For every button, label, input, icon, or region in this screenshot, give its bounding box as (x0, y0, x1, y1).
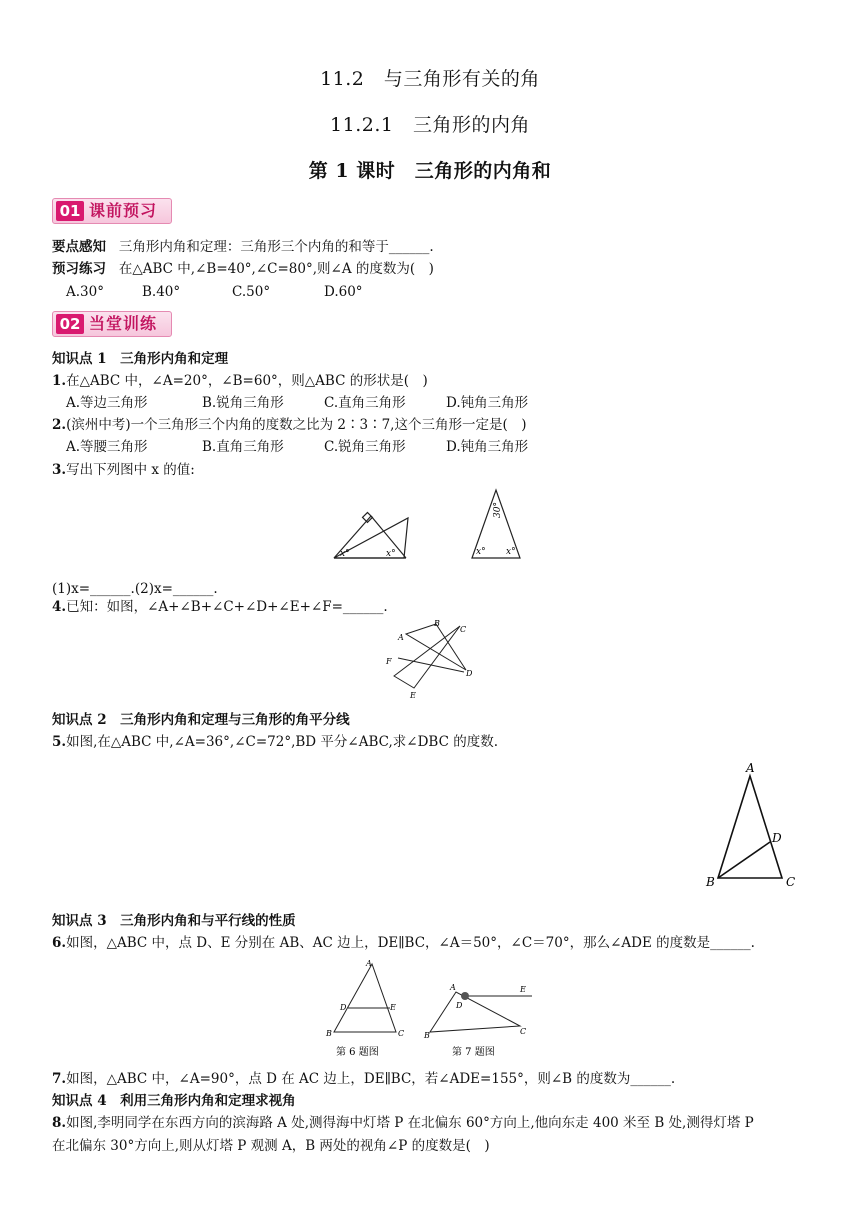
question-3-answer: (1)x=______.(2)x=______. (52, 581, 218, 597)
option-a: A.30° (66, 284, 104, 300)
banner-practice (52, 311, 172, 337)
angle-xa-label: x° (476, 547, 486, 557)
kp4-heading: 知识点 4 利用三角形内角和定理求视角 (52, 1093, 296, 1109)
vertex-c: C (460, 625, 467, 634)
kp2-heading: 知识点 2 三角形内角和定理与三角形的角平分线 (52, 712, 350, 728)
option-b: B.40° (142, 284, 181, 300)
figure-6-caption: 第 6 题图 (336, 1047, 379, 1058)
section-title: 11.2 与三角形有关的角 (320, 68, 540, 90)
angle-30-label: 30° (493, 502, 503, 518)
vertex-a: A (398, 633, 404, 642)
question-number: 2. (52, 417, 67, 433)
option-d: D.60° (324, 284, 363, 300)
figure-7 (422, 978, 542, 1062)
question-text: (滨州中考)一个三角形三个内角的度数之比为 2∶3∶7,这个三角形一定是( ) (66, 417, 527, 433)
angle-xb-label: x° (506, 547, 516, 557)
key-point-line (52, 238, 434, 256)
vertex-f: F (386, 657, 392, 666)
key-point-label: 要点感知 (52, 239, 106, 255)
question-1 (52, 372, 428, 390)
question-2 (52, 416, 527, 434)
kp3-heading: 知识点 3 三角形内角和与平行线的性质 (52, 913, 296, 929)
question-text: 如图，△ABC 中，∠A=90°，点 D 在 AC 边上，DE∥BC，若∠ADE=155°，则∠B 的度数为______. (66, 1071, 676, 1087)
question-7 (52, 1070, 675, 1088)
kp1-heading: 知识点 1 三角形内角和定理 (52, 351, 229, 367)
question-text: 在△ABC 中，∠A=20°，∠B=60°，则△ABC 的形状是( ) (66, 373, 428, 389)
question-3 (52, 461, 195, 479)
figure-4 (380, 618, 480, 700)
angle-mark (461, 992, 469, 1000)
question-4 (52, 598, 388, 616)
question-text: 如图,在△ABC 中,∠A=36°,∠C=72°,BD 平分∠ABC,求∠DBC 的度数. (66, 734, 498, 750)
option-a: A.等腰三角形 (66, 439, 148, 455)
question-2-options (66, 438, 528, 456)
figure-7-caption: 第 7 题图 (452, 1047, 495, 1058)
option-c: C.锐角三角形 (324, 439, 406, 455)
angle-x2-label: x° (386, 549, 396, 559)
preview-options (66, 283, 363, 301)
vertex-e: E (410, 691, 416, 700)
banner-label: 课前预习 (89, 201, 158, 220)
question-8 (52, 1114, 754, 1132)
subsection-title: 11.2.1 三角形的内角 (330, 114, 530, 136)
vertex-a: A (366, 959, 372, 968)
vertex-b: B (424, 1031, 430, 1040)
vertex-e: E (520, 985, 526, 994)
vertex-b: B (434, 619, 440, 628)
vertex-a: A (450, 983, 456, 992)
vertex-e: E (390, 1003, 396, 1012)
question-text: 如图,李明同学在东西方向的滨海路 A 处,测得海中灯塔 P 在北偏东 60°方向上,他向东走 400 米至 B 处,测得灯塔 P (66, 1115, 754, 1131)
question-1-options (66, 394, 528, 412)
vertex-c: C (520, 1027, 527, 1036)
option-b: B.直角三角形 (202, 439, 284, 455)
banner-label: 当堂训练 (89, 314, 158, 333)
preview-exercise-line (52, 260, 434, 278)
question-number: 4. (52, 599, 67, 615)
figure-3 (326, 486, 546, 566)
option-b: B.锐角三角形 (202, 395, 284, 411)
question-8-continued: 在北偏东 30°方向上,则从灯塔 P 观测 A，B 两处的视角∠P 的度数是( ) (52, 1138, 490, 1154)
banner-number: 02 (56, 314, 84, 334)
vertex-d: D (772, 831, 782, 845)
question-number: 6. (52, 935, 67, 951)
option-c: C.直角三角形 (324, 395, 406, 411)
vertex-c: C (786, 875, 796, 889)
question-5 (52, 733, 498, 751)
question-text: 已知：如图，∠A+∠B+∠C+∠D+∠E+∠F=______. (66, 599, 388, 615)
key-point-text: 三角形内角和定理：三角形三个内角的和等于______. (118, 239, 434, 255)
question-number: 7. (52, 1071, 67, 1087)
figure-5 (700, 760, 810, 890)
vertex-b: B (706, 875, 715, 889)
lesson-title: 第 1 课时 三角形的内角和 (308, 160, 552, 182)
angle-x1-label: x° (340, 549, 350, 559)
banner-preview (52, 198, 172, 224)
question-number: 3. (52, 462, 67, 478)
vertex-b: B (326, 1029, 332, 1038)
preview-exercise-text: 在△ABC 中,∠B=40°,∠C=80°,则∠A 的度数为( ) (118, 261, 434, 277)
vertex-a: A (746, 761, 755, 775)
preview-exercise-label: 预习练习 (52, 261, 106, 277)
vertex-d: D (466, 669, 473, 678)
question-text: 如图，△ABC 中，点 D、E 分别在 AB、AC 边上，DE∥BC，∠A＝50°，∠C＝70°，那么∠ADE 的度数是______. (66, 935, 755, 951)
vertex-d: D (456, 1001, 463, 1010)
question-number: 8. (52, 1115, 67, 1131)
option-a: A.等边三角形 (66, 395, 148, 411)
banner-number: 01 (56, 201, 84, 221)
vertex-d: D (340, 1003, 347, 1012)
vertex-c: C (398, 1029, 405, 1038)
option-d: D.钝角三角形 (446, 439, 529, 455)
question-number: 5. (52, 734, 67, 750)
question-number: 1. (52, 373, 67, 389)
option-c: C.50° (232, 284, 271, 300)
figure-6 (318, 958, 418, 1062)
question-6 (52, 934, 755, 952)
question-text: 写出下列图中 x 的值: (66, 462, 195, 478)
option-d: D.钝角三角形 (446, 395, 529, 411)
